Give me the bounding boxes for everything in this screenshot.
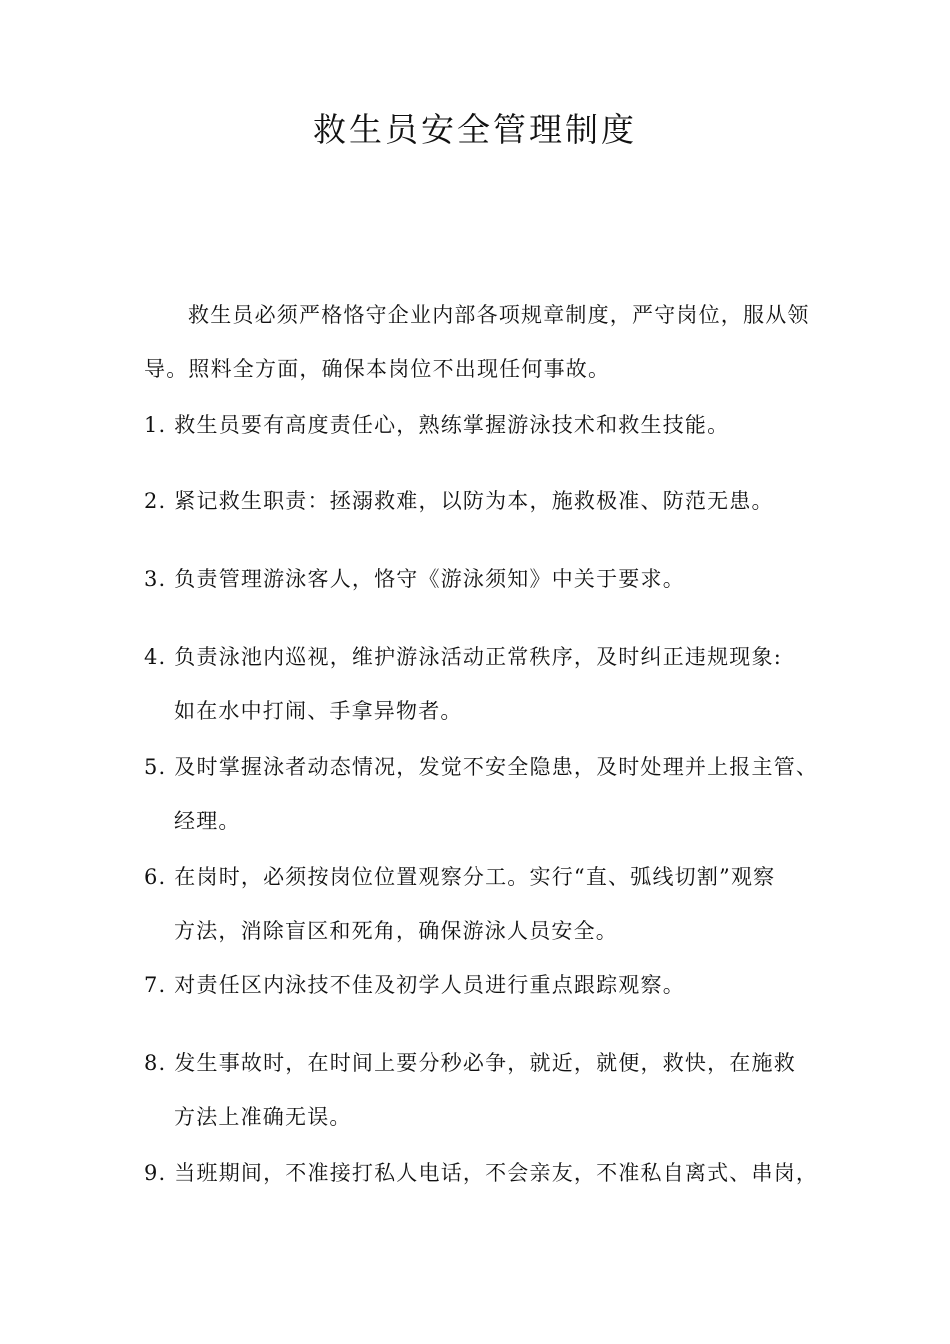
rule-item-1: 1. 救生员要有高度责任心，熟练掌握游泳技术和救生技能。 xyxy=(144,413,730,437)
document-title: 救生员安全管理制度 xyxy=(313,110,637,149)
rule-item-7: 7. 对责任区内泳技不佳及初学人员进行重点跟踪观察。 xyxy=(144,973,685,997)
rule-item-5-continuation: 经理。 xyxy=(174,809,241,833)
rule-item-2: 2. 紧记救生职责：拯溺救难，以防为本，施救极准、防范无患。 xyxy=(144,489,774,513)
rule-item-5: 5. 及时掌握泳者动态情况，发觉不安全隐患，及时处理并上报主管、 xyxy=(144,755,819,779)
intro-line-1: 救生员必须严格恪守企业内部各项规章制度，严守岗位，服从领 xyxy=(188,303,810,327)
rule-item-4-continuation: 如在水中打闹、手拿异物者。 xyxy=(174,699,463,723)
rule-item-9: 9. 当班期间，不准接打私人电话，不会亲友，不准私自离式、串岗， xyxy=(144,1161,819,1185)
rule-item-6-continuation: 方法，消除盲区和死角，确保游泳人员安全。 xyxy=(174,919,618,943)
rule-item-3: 3. 负责管理游泳客人，恪守《游泳须知》中关于要求。 xyxy=(144,567,685,591)
rule-item-4: 4. 负责泳池内巡视，维护游泳活动正常秩序，及时纠正违规现象: xyxy=(144,645,782,669)
rule-item-6: 6. 在岗时，必须按岗位位置观察分工。实行“直、弧线切割”观察 xyxy=(144,865,776,889)
rule-item-8-continuation: 方法上准确无误。 xyxy=(174,1105,352,1129)
rule-item-8: 8. 发生事故时，在时间上要分秒必争，就近，就便，救快，在施救 xyxy=(144,1051,796,1075)
intro-line-2: 导。照料全方面，确保本岗位不出现任何事故。 xyxy=(144,357,611,381)
